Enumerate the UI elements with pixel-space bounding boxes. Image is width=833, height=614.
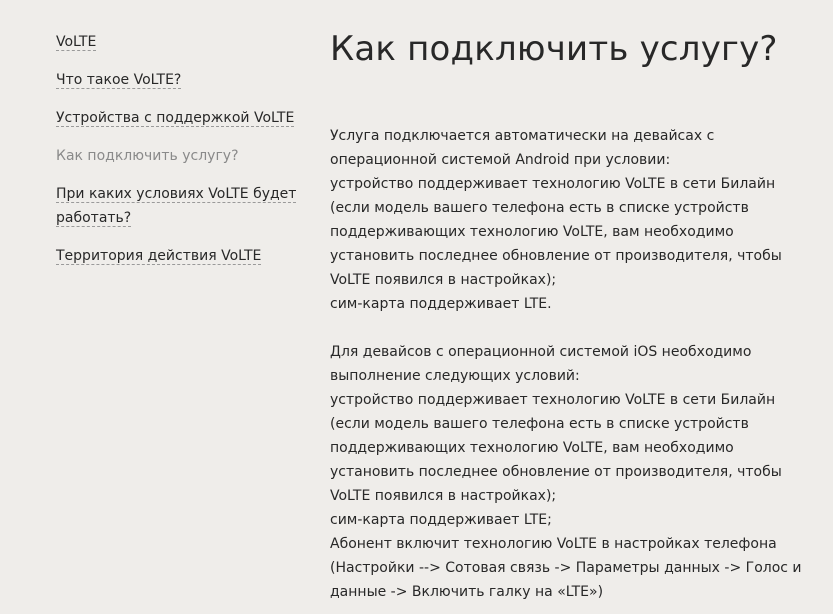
- text-line: устройство поддерживает технологию VoLTE в сети Билайн: [330, 176, 776, 192]
- text-line: Для девайсов с операционной системой iOS необходимо: [330, 344, 752, 360]
- sidebar-item-devices[interactable]: [56, 106, 306, 130]
- sidebar-item-label[interactable]: Что такое VoLTE?: [56, 72, 182, 88]
- text-line: установить последнее обновление от производителя, чтобы: [330, 248, 782, 264]
- text-line: (если модель вашего телефона есть в списке устройств: [330, 416, 749, 432]
- sidebar-item-conditions[interactable]: [56, 182, 306, 230]
- text-line: установить последнее обновление от производителя, чтобы: [330, 464, 782, 480]
- text-line: VoLTE появился в настройках);: [330, 272, 557, 288]
- sidebar-item-label[interactable]: При каких условиях VoLTE будет работать?: [56, 186, 297, 226]
- sidebar-item-what-is-volte[interactable]: [56, 68, 306, 92]
- sidebar-item-how-to-connect: [56, 144, 306, 168]
- text-line: сим-карта поддерживает LTE.: [330, 296, 552, 312]
- text-line: данные -> Включить галку на «LTE»): [330, 584, 604, 600]
- text-line: VoLTE появился в настройках);: [330, 488, 557, 504]
- paragraph-android: [330, 124, 825, 316]
- text-line: поддерживающих технологию VoLTE, вам необходимо: [330, 440, 734, 456]
- text-line: (если модель вашего телефона есть в списке устройств: [330, 200, 749, 216]
- text-line: Абонент включит технологию VoLTE в настройках телефона: [330, 536, 777, 552]
- sidebar-item-label[interactable]: VoLTE: [56, 34, 97, 50]
- sidebar-nav: [56, 30, 306, 282]
- text-line: Услуга подключается автоматически на девайсах с: [330, 128, 715, 144]
- text-line: сим-карта поддерживает LTE;: [330, 512, 552, 528]
- page-title: Как подключить услугу?: [330, 29, 778, 69]
- text-line: (Настройки --> Сотовая связь -> Параметры данных -> Голос и: [330, 560, 802, 576]
- text-line: операционной системой Android при условии:: [330, 152, 671, 168]
- sidebar-item-label: Как подключить услугу?: [56, 148, 239, 164]
- sidebar-item-territory[interactable]: [56, 244, 306, 268]
- paragraph-ios: [330, 340, 825, 604]
- sidebar-item-label[interactable]: Территория действия VoLTE: [56, 248, 262, 264]
- sidebar-item-volte[interactable]: [56, 30, 306, 54]
- main-content: [330, 26, 825, 604]
- text-line: устройство поддерживает технологию VoLTE в сети Билайн: [330, 392, 776, 408]
- sidebar-item-label[interactable]: Устройства с поддержкой VoLTE: [56, 110, 295, 126]
- paragraph-gap: [330, 316, 825, 340]
- text-line: поддерживающих технологию VoLTE, вам необходимо: [330, 224, 734, 240]
- text-line: выполнение следующих условий:: [330, 368, 580, 384]
